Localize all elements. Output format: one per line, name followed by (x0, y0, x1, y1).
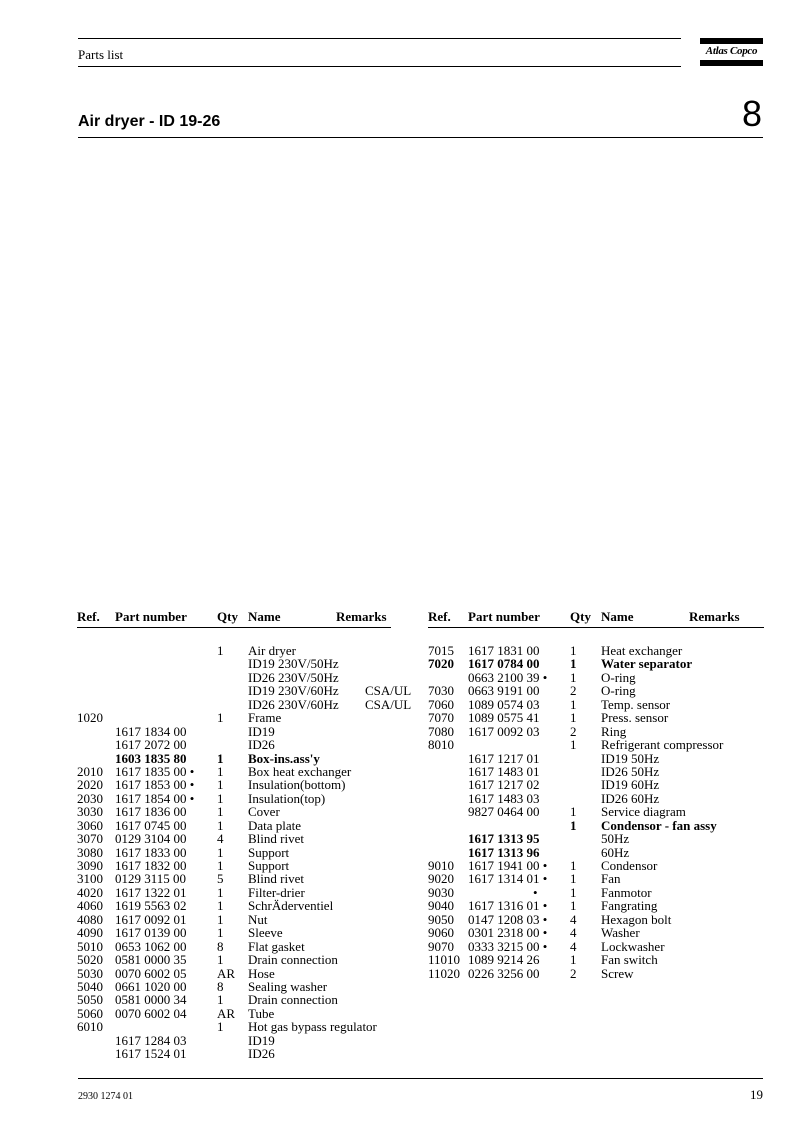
qty-cell: 1 (570, 884, 577, 900)
part-number-cell: 1617 1314 01 • (468, 871, 548, 887)
table-row (77, 1020, 391, 1033)
name-cell: Hose (248, 965, 275, 981)
ref-cell: 11020 (428, 965, 461, 981)
logo-text: Atlas Copco (705, 45, 758, 57)
qty-cell: 1 (570, 871, 577, 887)
name-cell: SchrÄderventiel (248, 898, 334, 914)
name-cell: Fanmotor (601, 884, 652, 900)
qty-cell: 1 (217, 858, 224, 873)
name-cell: Heat exchanger (601, 643, 683, 658)
name-cell: ID26 230V/60Hz (248, 696, 339, 712)
table-row (428, 940, 764, 953)
table-row (77, 644, 391, 657)
table-row (77, 926, 391, 939)
qty-cell: 1 (570, 804, 577, 820)
ref-cell: 11010 (428, 952, 461, 968)
qty-cell: 1 (217, 817, 224, 833)
col-part-number: Part number (468, 609, 540, 624)
table-row (428, 752, 764, 765)
table-row (77, 993, 391, 1006)
part-number-cell: 1089 0574 03 (468, 696, 540, 712)
part-number-cell: 1603 1835 80 (115, 750, 187, 766)
qty-cell: 1 (217, 763, 224, 779)
part-number-cell: 1617 1831 00 (468, 643, 540, 658)
ref-cell: 9060 (428, 925, 454, 941)
table-row (428, 872, 764, 885)
qty-cell: AR (217, 965, 236, 981)
name-cell: Condensor - fan assy (601, 817, 717, 833)
ref-cell: 5050 (77, 992, 103, 1008)
qty-cell: 1 (217, 777, 224, 793)
part-number-cell: 0663 2100 39 • (468, 669, 548, 685)
table-row (428, 967, 764, 980)
table-row (77, 671, 391, 684)
qty-cell: 1 (570, 952, 577, 968)
part-number-cell: 0653 1062 00 (115, 938, 187, 954)
header-bottom-rule (78, 66, 681, 67)
name-cell: Flat gasket (248, 938, 305, 954)
table-row (77, 738, 391, 751)
table-row (77, 1047, 391, 1060)
table-row (77, 872, 391, 885)
chapter-number: 8 (741, 93, 762, 134)
qty-cell: 4 (570, 925, 577, 941)
ref-cell: 1020 (77, 710, 103, 726)
part-number-cell: 1617 1853 00 • (115, 777, 195, 793)
table-row (428, 644, 764, 657)
table-row (77, 765, 391, 778)
name-cell: ID19 (248, 723, 275, 739)
name-cell: Frame (248, 710, 282, 726)
col-remarks: Remarks (336, 609, 387, 624)
brand-logo (700, 38, 763, 67)
part-number-cell: 1617 1941 00 • (468, 858, 548, 873)
col-part-number: Part number (115, 609, 187, 624)
name-cell: Support (248, 858, 290, 873)
table-row (428, 738, 764, 751)
name-cell: Blind rivet (248, 831, 304, 847)
qty-cell: 1 (217, 790, 224, 806)
ref-cell: 5040 (77, 978, 103, 994)
col-name: Name (601, 609, 634, 624)
qty-cell: 8 (217, 938, 224, 954)
name-cell: ID19 50Hz (601, 750, 660, 766)
name-cell: ID26 230V/50Hz (248, 669, 339, 685)
header-label: Parts list (78, 47, 124, 62)
table-row (428, 953, 764, 966)
table-row (428, 886, 764, 899)
name-cell: Condensor (601, 858, 658, 873)
name-cell: Insulation(bottom) (248, 777, 346, 793)
part-number-cell: 0581 0000 35 (115, 952, 187, 968)
part-number-cell: 1617 1217 01 (468, 750, 540, 766)
qty-cell: 1 (570, 696, 577, 712)
table-row (77, 1034, 391, 1047)
qty-cell: 1 (217, 844, 224, 860)
qty-cell: 1 (217, 804, 224, 820)
name-cell: ID26 (248, 1046, 275, 1062)
col-ref: Ref. (77, 609, 100, 624)
table-row (77, 886, 391, 899)
qty-cell: 1 (217, 884, 224, 900)
ref-cell: 7020 (428, 656, 454, 672)
table-row (77, 792, 391, 805)
name-cell: ID26 50Hz (601, 763, 660, 779)
ref-cell: 5010 (77, 938, 103, 954)
ref-cell: 5060 (77, 1005, 103, 1021)
part-number-cell: 9827 0464 00 (468, 804, 540, 820)
ref-cell: 2020 (77, 777, 103, 793)
table-row (428, 684, 764, 697)
qty-cell: 1 (217, 898, 224, 914)
header-top-rule (78, 38, 681, 39)
name-cell: Tube (248, 1005, 275, 1021)
table-row (77, 711, 391, 724)
ref-cell: 2010 (77, 763, 103, 779)
name-cell: Water separator (601, 656, 693, 672)
part-number-cell: 0147 1208 03 • (468, 911, 548, 927)
name-cell: Blind rivet (248, 871, 304, 887)
ref-cell: 4080 (77, 911, 103, 927)
name-cell: ID19 (248, 1032, 275, 1048)
name-cell: Nut (248, 911, 268, 927)
part-number-cell: 0301 2318 00 • (468, 925, 548, 941)
name-cell: ID26 60Hz (601, 790, 660, 806)
name-cell: Insulation(top) (248, 790, 326, 806)
qty-cell: 2 (570, 683, 577, 699)
col-ref: Ref. (428, 609, 451, 624)
table-body (77, 643, 412, 1062)
logo-bar-bottom (700, 60, 763, 66)
ref-cell: 4020 (77, 884, 103, 900)
ref-cell: 7060 (428, 696, 454, 712)
table-row (428, 698, 764, 711)
name-cell: Sleeve (248, 925, 283, 941)
name-cell: ID26 (248, 737, 275, 753)
part-number-cell: 0070 6002 04 (115, 1005, 187, 1021)
qty-cell: 1 (570, 817, 577, 833)
document-number: 2930 1274 01 (78, 1091, 133, 1102)
part-number-cell: 1617 1322 01 (115, 884, 187, 900)
table-row (428, 859, 764, 872)
table-row (77, 940, 391, 953)
part-number-cell: 0226 3256 00 (468, 965, 540, 981)
ref-cell: 8010 (428, 737, 454, 753)
table-row (428, 765, 764, 778)
qty-cell: 1 (217, 750, 224, 766)
table-row (77, 913, 391, 926)
ref-cell: 3060 (77, 817, 103, 833)
part-number-cell: 1089 0575 41 (468, 710, 540, 726)
table-header (428, 609, 764, 628)
ref-cell: 3070 (77, 831, 103, 847)
part-number-cell: 0333 3215 00 • (468, 938, 548, 954)
ref-cell: 3100 (77, 871, 103, 887)
part-number-cell: 1617 1316 01 • (468, 898, 548, 914)
part-number-cell: 1617 0092 01 (115, 911, 187, 927)
qty-cell: 1 (217, 952, 224, 968)
table-row (77, 846, 391, 859)
qty-cell: 1 (217, 911, 224, 927)
name-cell: Hot gas bypass regulator (248, 1019, 377, 1035)
qty-cell: 1 (217, 925, 224, 941)
col-qty: Qty (570, 609, 591, 624)
qty-cell: 2 (570, 723, 577, 739)
part-number-cell: 1617 1217 02 (468, 777, 540, 793)
table-row (77, 859, 391, 872)
qty-cell: 2 (570, 965, 577, 981)
part-number-cell: 1617 0784 00 (468, 656, 540, 672)
table-body (428, 644, 764, 980)
name-cell: 60Hz (601, 844, 630, 860)
table-row (77, 696, 412, 712)
col-name: Name (248, 609, 281, 624)
name-cell: Washer (601, 925, 640, 941)
part-number-cell: 1617 1483 01 (468, 763, 540, 779)
qty-cell: 1 (570, 737, 577, 753)
part-number-cell: 0070 6002 05 (115, 965, 187, 981)
ref-cell: 5030 (77, 965, 103, 981)
col-qty: Qty (217, 609, 238, 624)
table-row (428, 778, 764, 791)
table-row (77, 832, 391, 845)
title-rule (78, 137, 763, 138)
table-row (77, 683, 412, 699)
qty-cell: 1 (570, 858, 577, 873)
table-row (77, 819, 391, 832)
name-cell: Fan (601, 871, 621, 887)
part-number-cell: 1617 1833 00 (115, 844, 187, 860)
part-number-cell: 1617 1854 00 • (115, 790, 195, 806)
qty-cell: 1 (570, 669, 577, 685)
part-number-cell: 0129 3104 00 (115, 831, 187, 847)
ref-cell: 9050 (428, 911, 454, 927)
name-cell: Refrigerant compressor (601, 737, 724, 753)
remarks-cell: CSA/UL (365, 683, 412, 699)
name-cell: Screw (601, 965, 634, 981)
table-row (428, 711, 764, 724)
table-row (77, 1007, 391, 1020)
name-cell: Filter-drier (248, 884, 305, 900)
ref-cell: 4060 (77, 898, 103, 914)
part-number-cell: 1617 1834 00 (115, 723, 187, 739)
name-cell: ID19 230V/50Hz (248, 656, 339, 672)
name-cell: Press. sensor (601, 710, 669, 726)
ref-cell: 4090 (77, 925, 103, 941)
part-number-cell: 1617 2072 00 (115, 737, 187, 753)
table-row (428, 792, 764, 805)
part-number-cell: 1617 1524 01 (115, 1046, 187, 1062)
name-cell: Support (248, 844, 290, 860)
ref-cell: 3030 (77, 804, 103, 820)
parts-table-left (77, 609, 412, 1062)
part-number-cell: 1089 9214 26 (468, 952, 540, 968)
ref-cell: 7030 (428, 683, 454, 699)
table-row (77, 778, 391, 791)
table-row (428, 657, 764, 670)
parts-table-right (428, 609, 764, 980)
qty-cell: 1 (570, 710, 577, 726)
qty-cell: 5 (217, 871, 224, 887)
table-row (77, 980, 391, 993)
name-cell: Drain connection (248, 952, 338, 968)
name-cell: Temp. sensor (601, 696, 671, 712)
qty-cell: 4 (570, 911, 577, 927)
ref-cell: 2030 (77, 790, 103, 806)
table-row (428, 832, 764, 845)
name-cell: O-ring (601, 683, 636, 699)
ref-cell: 9070 (428, 938, 454, 954)
page-title: Air dryer - ID 19-26 (78, 113, 221, 130)
name-cell: 50Hz (601, 831, 630, 847)
part-number-cell: 1617 1313 96 (468, 844, 540, 860)
part-number-cell: 1617 1313 95 (468, 831, 540, 847)
table-row (77, 805, 391, 818)
table-row (77, 953, 391, 966)
qty-cell: 1 (217, 710, 224, 726)
ref-cell: 3080 (77, 844, 103, 860)
table-row (77, 967, 391, 980)
name-cell: ID19 230V/60Hz (248, 683, 339, 699)
name-cell: Service diagram (601, 804, 686, 820)
qty-cell: 1 (570, 656, 577, 672)
name-cell: Data plate (248, 817, 302, 833)
qty-cell: 1 (217, 992, 224, 1008)
table-row (77, 752, 391, 765)
name-cell: Fan switch (601, 952, 658, 968)
ref-cell: 9030 (428, 884, 454, 900)
part-number-cell: 1617 0745 00 (115, 817, 187, 833)
ref-cell: 7015 (428, 643, 454, 658)
ref-cell: 7080 (428, 723, 454, 739)
ref-cell: 7070 (428, 710, 454, 726)
table-row (428, 899, 764, 912)
qty-cell: 1 (570, 898, 577, 914)
qty-cell: 1 (570, 643, 577, 658)
name-cell: Hexagon bolt (601, 911, 672, 927)
part-number-cell: • (468, 884, 538, 900)
table-row (428, 913, 764, 926)
name-cell: Ring (601, 723, 627, 739)
name-cell: Cover (248, 804, 280, 820)
ref-cell: 9020 (428, 871, 454, 887)
ref-cell: 9040 (428, 898, 454, 914)
page-number: 19 (750, 1087, 763, 1102)
table-row (428, 671, 764, 684)
table-row (428, 846, 764, 859)
qty-cell: 8 (217, 978, 224, 994)
qty-cell: AR (217, 1005, 236, 1021)
name-cell: O-ring (601, 669, 636, 685)
part-number-cell: 1617 1835 00 • (115, 763, 195, 779)
table-row (428, 819, 764, 832)
qty-cell: 1 (217, 643, 224, 658)
name-cell: Fangrating (601, 898, 658, 914)
name-cell: Box heat exchanger (248, 763, 352, 779)
part-number-cell: 0661 1020 00 (115, 978, 187, 994)
footer-rule (78, 1078, 763, 1079)
table-row (428, 725, 764, 738)
ref-cell: 9010 (428, 858, 454, 873)
name-cell: ID19 60Hz (601, 777, 660, 793)
table-row (428, 805, 764, 818)
table-row (77, 657, 391, 670)
remarks-cell: CSA/UL (365, 696, 412, 712)
table-row (77, 725, 391, 738)
part-number-cell: 0663 9191 00 (468, 683, 540, 699)
ref-cell: 5020 (77, 952, 103, 968)
part-number-cell: 1617 1832 00 (115, 858, 187, 873)
qty-cell: 4 (570, 938, 577, 954)
table-row (77, 899, 391, 912)
part-number-cell: 1617 1284 03 (115, 1032, 187, 1048)
part-number-cell: 0129 3115 00 (115, 871, 187, 887)
part-number-cell: 1617 0092 03 (468, 723, 540, 739)
table-header (77, 609, 391, 628)
part-number-cell: 1617 1483 03 (468, 790, 540, 806)
name-cell: Air dryer (248, 643, 297, 658)
part-number-cell: 0581 0000 34 (115, 992, 187, 1008)
qty-cell: 1 (217, 1019, 224, 1035)
col-remarks: Remarks (689, 609, 740, 624)
part-number-cell: 1619 5563 02 (115, 898, 187, 914)
ref-cell: 6010 (77, 1019, 103, 1035)
qty-cell: 4 (217, 831, 224, 847)
ref-cell: 3090 (77, 858, 103, 873)
name-cell: Sealing washer (248, 978, 328, 994)
table-row (428, 926, 764, 939)
part-number-cell: 1617 0139 00 (115, 925, 187, 941)
part-number-cell: 1617 1836 00 (115, 804, 187, 820)
name-cell: Box-ins.ass'y (248, 750, 320, 766)
name-cell: Lockwasher (601, 938, 665, 954)
name-cell: Drain connection (248, 992, 338, 1008)
